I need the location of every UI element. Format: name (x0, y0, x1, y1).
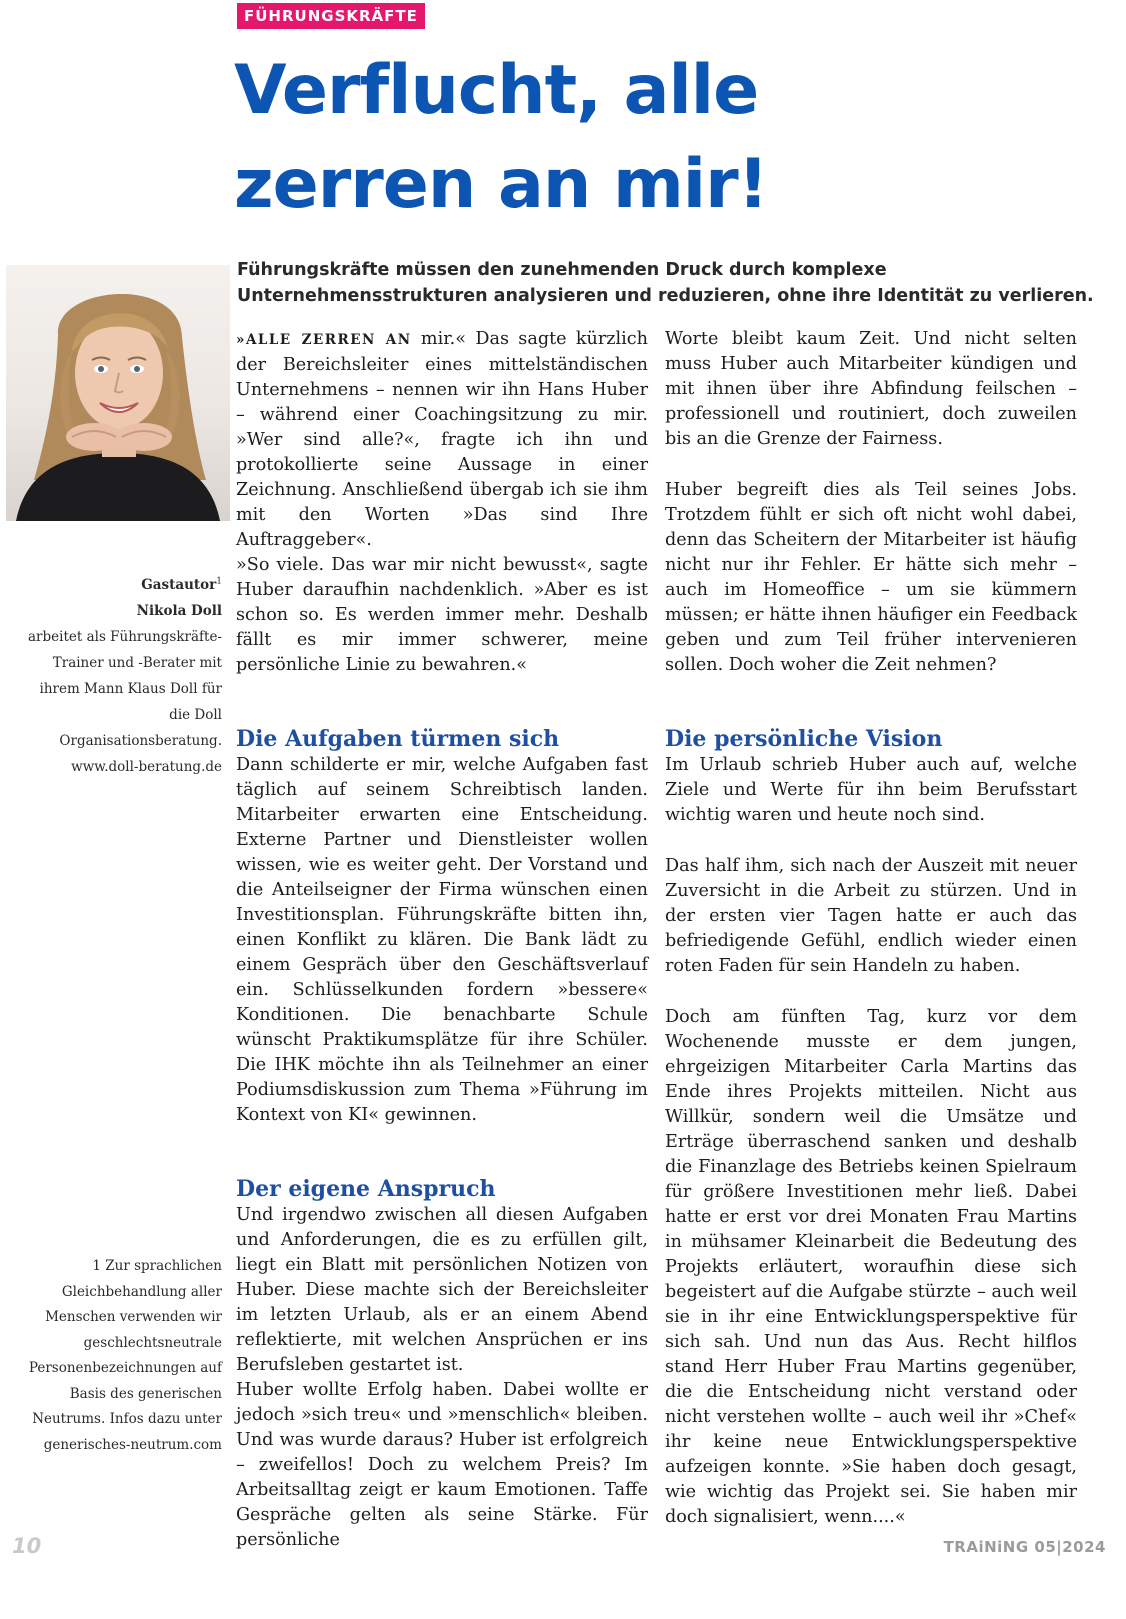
article-column-1 (236, 327, 648, 1553)
article-paragraph: Huber begreift dies als Teil seines Jobs. Trotzdem fühlt er sich oft nicht wohl dabei, denn das Scheitern der Mitarbeiter ist häufig nicht nur ihr Fehler. Er hätte sich mehr – auch im Homeoffice – um sie kümmern müssen; er hätte ihnen häufiger ein Feedback geben und zum Teil früher intervenieren sollen. Doch woher die Zeit nehmen? (665, 480, 1077, 675)
author-footnote-mark: 1 (216, 576, 222, 587)
article-paragraph: Worte bleibt kaum Zeit. Und nicht selten muss Huber auch Mitarbeiter kündigen und mit ihnen über ihre Abfindung feilschen – professionell und routiniert, doch zuweilen bis an die Grenze der Fairness. (665, 329, 1077, 449)
issue-label: TRAiNiNG 05|2024 (943, 1538, 1106, 1556)
article-title (234, 44, 1104, 232)
author-role: Gastautor (141, 577, 217, 593)
author-bio (20, 572, 222, 780)
subheading-vision: Die persönliche Vision (665, 726, 943, 752)
author-name: Nikola Doll (136, 603, 222, 619)
article-paragraph: Das half ihm, sich nach der Auszeit mit neuer Zuversicht in die Arbeit zu stürzen. Und in der ersten vier Tagen hatte er auch das befriedigende Gefühl, endlich wieder einen roten Faden für sein Handeln zu haben. (665, 856, 1077, 976)
subheading-anspruch: Der eigene Anspruch (236, 1176, 496, 1202)
article-paragraph: Dann schilderte er mir, welche Aufgaben fast täglich auf seinem Schreibtisch landen. Mitarbeiter erwarten eine Entscheidung. Externe Partner und Dienstleister wollen wissen, wie es weiter geht. Der Vorstand und die Anteilseigner der Firma wünschen einen Investitionsplan. Führungskräfte bitten ihn, einen Konflikt zu klären. Die Bank lädt zu einem Gespräch über den Geschäftsverlauf ein. Schlüsselkunden fordern »bessere« Konditionen. Die benachbarte Schule wünscht Praktikumsplätze für ihre Schüler. Die IHK möchte ihn als Teilnehmer an einer Podiumsdiskussion zum Thema »Führung im Kontext von KI« gewinnen. (236, 755, 648, 1125)
article-paragraph: Doch am fünften Tag, kurz vor dem Wochenende musste er dem jungen, ehrgeizigen Mitarbeiter Carla Martins das Ende ihres Projekts mitteilen. Nicht aus Willkür, sondern weil die Umsätze und Erträge überraschend sanken und deshalb die Finanzlage des Betriebs keinen Spielraum für größere Investitionen mehr ließ. Dabei hatte er erst vor drei Monaten Frau Martins in mühsamer Kleinarbeit die Bedeutung des Projekts erläutert, woraufhin diese sich begeistert auf die Aufgabe stürzte – auch weil sie in ihr eine Entwicklungsperspektive für sich sah. Und nun das Aus. Recht hilflos stand Herr Huber Frau Martins gegenüber, die die Entscheidung nicht verstand oder nicht verstehen wollte – auch weil ihr »Chef« ihr keine neue Entwicklungsperspektive aufzeigen konnte. »Sie haben doch gesagt, wie wichtig das Projekt sei. Sie haben mir doch signalisiert, wenn....« (665, 1007, 1077, 1527)
article-lead: Führungskräfte müssen den zunehmenden Druck durch komplexe Unternehmensstrukturen analysieren und reduzieren, ohne ihre Identität zu verlieren. (237, 260, 1094, 306)
title-line-1: Verflucht, alle (234, 51, 759, 130)
author-photo (6, 265, 230, 521)
article-paragraph: »So viele. Das war mir nicht bewusst«, sagte Huber daraufhin nachdenklich. »Aber es ist schon so. Es werden immer mehr. Deshalb fällt es mir immer schwerer, meine persönliche Linie zu bewahren.« (236, 555, 648, 675)
title-line-2: zerren an mir! (234, 145, 768, 224)
footnote-mark: 1 (92, 1258, 101, 1274)
author-website[interactable]: www.doll-beratung.de (71, 759, 222, 775)
article-paragraph: »ALLE ZERREN AN mir.« Das sagte kürzlich der Bereichsleiter eines mittelständischen Unternehmens – nennen wir ihn Hans Huber – während einer Coachingsitzung zu mir. »Wer sind alle?«, fragte ich ihn und protokollierte seine Aussage in einer Zeichnung. Anschließend übergab ich sie ihm mit den Worten »Das sind Ihre Auftraggeber«. (236, 329, 648, 550)
subheading-aufgaben: Die Aufgaben türmen sich (236, 726, 560, 752)
article-paragraph: Im Urlaub schrieb Huber auch auf, welche Ziele und Werte für ihn beim Berufsstart wichtig waren und heute noch sind. (665, 755, 1077, 825)
author-description: arbeitet als Führungskräfte-Trainer und -Berater mit ihrem Mann Klaus Doll für die Doll Organisationsberatung. (28, 629, 222, 749)
article-column-2 (665, 327, 1077, 1530)
footnote-text: Zur sprachlichen Gleichbehandlung aller Menschen verwenden wir geschlechtsneutrale Personenbezeichnungen auf Basis des generischen Neutrums. Infos dazu unter generisches-neutrum.com (28, 1258, 222, 1453)
article-paragraph: Huber wollte Erfolg haben. Dabei wollte er jedoch »sich treu« und »menschlich« bleiben. Und was wurde daraus? Huber ist erfolgreich – zweifellos! Doch zu welchem Preis? Im Arbeitsalltag zeigt er kaum Emotionen. Taffe Gespräche gelten als seine Stärke. Für persönliche (236, 1380, 648, 1550)
section-rubric: FÜHRUNGSKRÄFTE (237, 3, 425, 29)
article-paragraph: Und irgendwo zwischen all diesen Aufgaben und Anforderungen, die es zu erfüllen gilt, liegt ein Blatt mit persönlichen Notizen von Huber. Diese machte sich der Bereichsleiter im letzten Urlaub, als er an einem Abend reflektierte, mit welchen Ansprüchen er ins Berufsleben gestartet ist. (236, 1205, 648, 1375)
lead-in-caps: »ALLE ZERREN AN (236, 332, 412, 348)
page-number: 10 (12, 1534, 42, 1558)
footnote (20, 1254, 222, 1458)
